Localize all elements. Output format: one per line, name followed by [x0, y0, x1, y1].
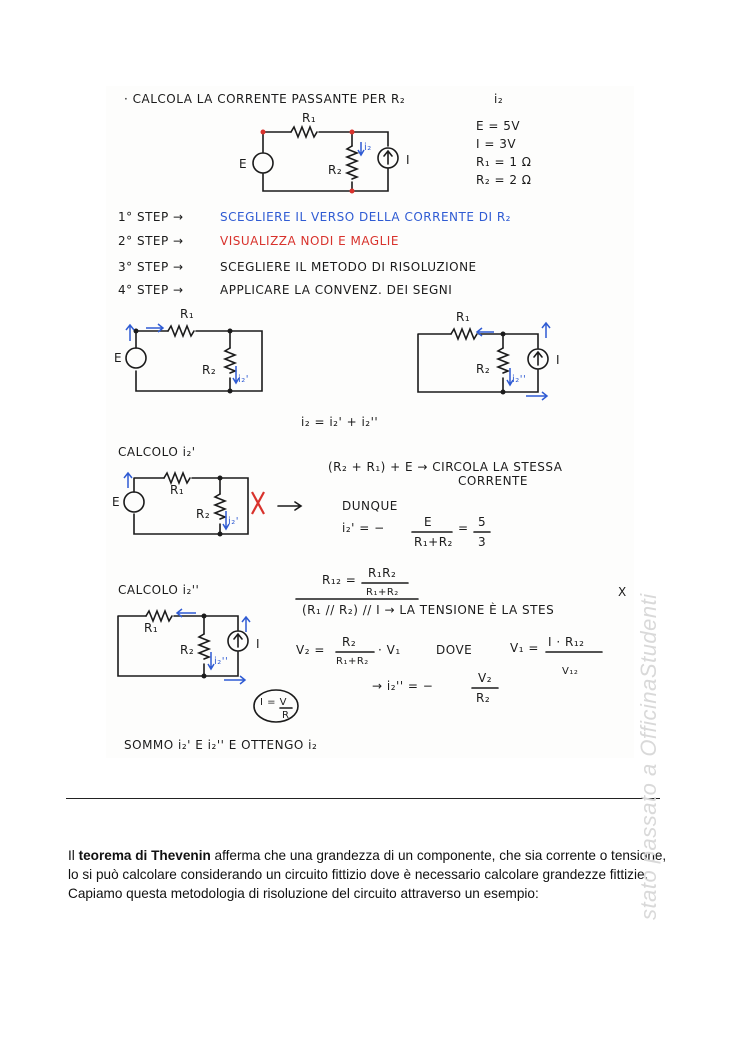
calc2-v2-den: R₁+R₂: [336, 656, 369, 667]
step-text: SCEGLIERE IL VERSO DELLA CORRENTE DI R₂: [220, 210, 511, 224]
label-r1: R₁: [456, 310, 471, 324]
circuit-voltage-only: [114, 307, 262, 394]
label-i: I: [256, 637, 261, 651]
ohm-law-den: R: [282, 710, 290, 721]
current-label-i2: i₂: [364, 142, 372, 153]
bold-term: teorema di Thevenin: [78, 848, 211, 863]
calc2-parallel: (R₁ // R₂) // I → LA TENSIONE È LA STES: [302, 603, 555, 617]
notes-drawing: [106, 86, 634, 758]
calc2-v1-num: I · R₁₂: [548, 635, 585, 649]
step-prefix: 4° STEP →: [118, 283, 184, 297]
current-label-i2pp: i₂'': [512, 374, 527, 385]
label-r1: R₁: [170, 483, 185, 497]
main-circuit: [239, 111, 410, 194]
label-r2: R₂: [202, 363, 217, 377]
calc2-circuit: [118, 609, 260, 684]
body-paragraph: [68, 846, 668, 903]
superposition-formula: i₂ = i₂' + i₂'': [301, 415, 379, 429]
calc1-dunque: DUNQUE: [342, 499, 398, 513]
r1-resistor: [291, 127, 317, 137]
horizontal-rule: [66, 798, 660, 799]
r2-resistor: [347, 146, 357, 179]
label-e: E: [112, 495, 121, 509]
voltage-source: [253, 153, 273, 173]
calc2-v2-lhs: V₂ =: [296, 643, 325, 657]
step-prefix: 2° STEP →: [118, 234, 184, 248]
step-text: SCEGLIERE IL METODO DI RISOLUZIONE: [220, 260, 477, 274]
step-text: APPLICARE LA CONVENZ. DEI SEGNI: [220, 283, 453, 297]
calc2-i2pp-num: V₂: [478, 671, 493, 685]
current-label-i2pp: i₂'': [214, 656, 229, 667]
calc2-r12-den: R₁+R₂: [366, 587, 399, 598]
circuit-current-only: [418, 310, 560, 400]
paragraph-line-3: Capiamo questa metodologia di risoluzione del circuito attraverso un esempio:: [68, 886, 539, 901]
calc2-mark: X: [618, 585, 627, 599]
calc1-formula-eq: =: [458, 521, 469, 535]
label-r1: R₁: [144, 621, 159, 635]
label-r2: R₂: [328, 163, 343, 177]
label-r2: R₂: [180, 643, 195, 657]
calc1-formula-den: R₁+R₂: [414, 535, 453, 549]
ohm-law-num: I = V: [260, 697, 288, 708]
calc2-r12-lhs: R₁₂ =: [322, 573, 357, 587]
calc2-title: CALCOLO i₂'': [118, 583, 200, 597]
label-r1: R₁: [302, 111, 317, 125]
calc1-line1: (R₂ + R₁) + E → CIRCOLA LA STESSA: [328, 460, 563, 474]
given-value: R₁ = 1 Ω: [476, 155, 532, 169]
given-value: E = 5V: [476, 119, 521, 133]
calc1-title: CALCOLO i₂': [118, 445, 196, 459]
calc1-circuit: [112, 473, 301, 537]
calc2-v2-num: R₂: [342, 635, 357, 649]
label-r2: R₂: [476, 362, 491, 376]
paragraph-line-2: lo si può calcolare considerando un circuito fittizio dove è necessario calcolare grandezze fittizie.: [68, 867, 649, 882]
watermark-text: stato passato a OfficinaStudenti: [636, 593, 661, 920]
current-label-i2p: i₂': [238, 374, 250, 385]
calc2-v1-den: V₁₂: [562, 666, 579, 677]
label-r2: R₂: [196, 507, 211, 521]
current-label-i2p: i₂': [228, 516, 240, 527]
label-i: I: [556, 353, 561, 367]
calc2-r12-num: R₁R₂: [368, 566, 397, 580]
label-r1: R₁: [180, 307, 195, 321]
calc1-formula-num: E: [424, 515, 433, 529]
handwritten-notes-image: [106, 86, 634, 758]
label-e: E: [239, 157, 248, 171]
notes-footer: SOMMO i₂' E i₂'' E OTTENGO i₂: [124, 738, 318, 752]
label-e: E: [114, 351, 123, 365]
notes-header-current: i₂: [494, 92, 504, 106]
calc2-dove: DOVE: [436, 643, 473, 657]
step-text: VISUALIZZA NODI E MAGLIE: [220, 234, 399, 248]
calc2-v1-lhs: V₁ =: [510, 641, 539, 655]
calc2-i2pp-den: R₂: [476, 691, 491, 705]
given-value: I = 3V: [476, 137, 517, 151]
calc2-v2-tail: · V₁: [378, 643, 401, 657]
label-i: I: [406, 153, 411, 167]
step-prefix: 1° STEP →: [118, 210, 184, 224]
step-prefix: 3° STEP →: [118, 260, 184, 274]
calc1-result-den: 3: [478, 535, 487, 549]
paragraph-line-1: Il teorema di Thevenin afferma che una grandezza di un componente, che sia corrente o tensione,: [68, 848, 667, 863]
calc1-result-num: 5: [478, 515, 487, 529]
calc1-formula-lhs: i₂' = −: [342, 521, 385, 535]
calc2-i2pp-lhs: → i₂'' = −: [372, 679, 434, 693]
notes-header: · CALCOLA LA CORRENTE PASSANTE PER R₂: [124, 92, 406, 106]
calc1-line2: CORRENTE: [458, 474, 528, 488]
given-value: R₂ = 2 Ω: [476, 173, 532, 187]
